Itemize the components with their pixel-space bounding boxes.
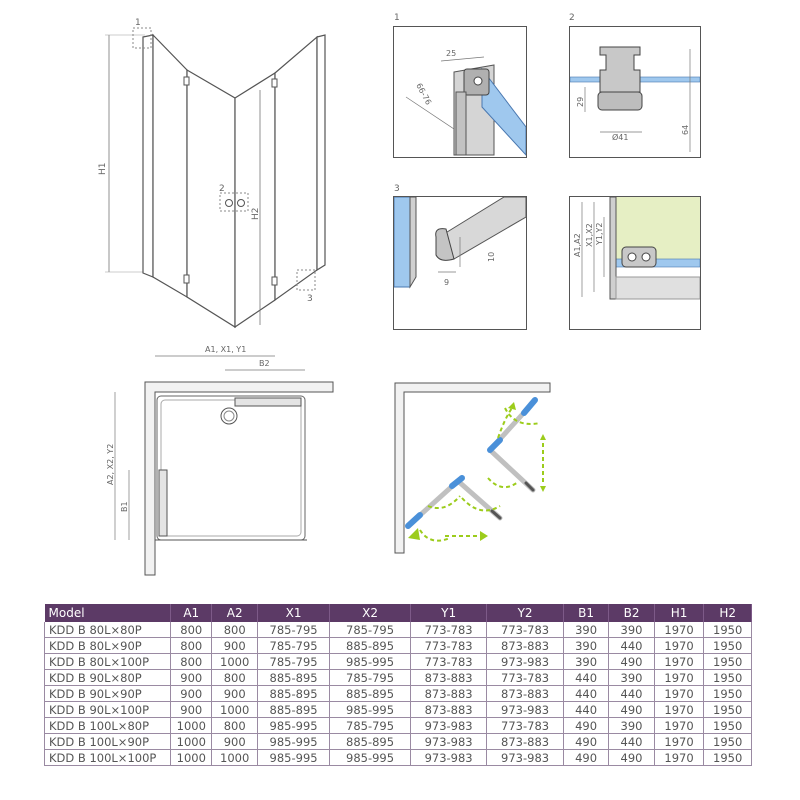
table-row: [45, 622, 752, 638]
value-cell: 785-795: [257, 654, 329, 670]
value-cell: 490: [609, 654, 654, 670]
value-cell: 800: [171, 622, 212, 638]
plan-dim-left: A2, X2, Y2: [106, 443, 115, 485]
table-row: [45, 686, 752, 702]
value-cell: 785-795: [330, 718, 411, 734]
value-cell: 490: [563, 734, 608, 750]
value-cell: 800: [212, 718, 257, 734]
detail-1-dim-width: 25: [446, 49, 457, 58]
table-row: [45, 702, 752, 718]
value-cell: 900: [212, 686, 257, 702]
value-cell: 1950: [704, 638, 752, 654]
value-cell: 440: [609, 638, 654, 654]
model-cell: KDD B 90L×90P: [45, 686, 171, 702]
header-cell: B2: [609, 604, 654, 622]
detail-4-dim-outer: A1,A2: [573, 233, 582, 257]
value-cell: 1000: [171, 718, 212, 734]
value-cell: 773-783: [410, 622, 486, 638]
value-cell: 1950: [704, 734, 752, 750]
header-cell: X1: [257, 604, 329, 622]
value-cell: 390: [609, 670, 654, 686]
value-cell: 885-895: [257, 686, 329, 702]
dim-h2-label: H2: [251, 207, 261, 220]
value-cell: 973-983: [410, 750, 486, 766]
value-cell: 1000: [212, 702, 257, 718]
value-cell: 1000: [171, 750, 212, 766]
value-cell: 440: [609, 686, 654, 702]
value-cell: 873-883: [487, 638, 563, 654]
plan-dim-b1: B1: [120, 501, 129, 512]
value-cell: 390: [563, 622, 608, 638]
header-cell: A1: [171, 604, 212, 622]
value-cell: 885-895: [330, 734, 411, 750]
value-cell: 1000: [212, 654, 257, 670]
detail-2-dim-height: 29: [576, 96, 585, 107]
model-cell: KDD B 80L×100P: [45, 654, 171, 670]
detail-1-panel: [393, 26, 527, 158]
value-cell: 440: [609, 734, 654, 750]
value-cell: 785-795: [257, 622, 329, 638]
value-cell: 985-995: [257, 718, 329, 734]
value-cell: 390: [609, 718, 654, 734]
table-header-row: [45, 604, 752, 622]
value-cell: 490: [609, 702, 654, 718]
detail-4-dim-inner: X1,X2: [585, 223, 594, 247]
model-cell: KDD B 100L×80P: [45, 718, 171, 734]
model-cell: KDD B 100L×100P: [45, 750, 171, 766]
detail-4-dim-y: Y1,Y2: [595, 222, 604, 245]
value-cell: 773-783: [410, 654, 486, 670]
value-cell: 490: [563, 718, 608, 734]
detail-3-number: 3: [394, 184, 400, 194]
value-cell: 1970: [654, 654, 704, 670]
value-cell: 1950: [704, 686, 752, 702]
value-cell: 773-783: [487, 622, 563, 638]
plan-dim-top: A1, X1, Y1: [205, 345, 247, 354]
value-cell: 885-895: [330, 638, 411, 654]
opening-diagram: [390, 378, 555, 558]
model-cell: KDD B 90L×80P: [45, 670, 171, 686]
detail-2-panel: [569, 26, 701, 158]
table-row: [45, 670, 752, 686]
table-row: [45, 654, 752, 670]
value-cell: 1970: [654, 638, 704, 654]
model-cell: KDD B 100L×90P: [45, 734, 171, 750]
model-cell: KDD B 90L×100P: [45, 702, 171, 718]
value-cell: 873-883: [410, 670, 486, 686]
value-cell: 800: [212, 622, 257, 638]
value-cell: 973-983: [487, 750, 563, 766]
value-cell: 985-995: [330, 702, 411, 718]
value-cell: 390: [563, 638, 608, 654]
front-view-drawing: [95, 15, 340, 345]
dim-h1-label: H1: [98, 162, 108, 175]
detail-3-dim-width: 9: [444, 278, 450, 287]
value-cell: 800: [171, 654, 212, 670]
value-cell: 1950: [704, 654, 752, 670]
value-cell: 390: [563, 654, 608, 670]
value-cell: 985-995: [330, 750, 411, 766]
header-cell: Model: [45, 604, 171, 622]
value-cell: 1950: [704, 750, 752, 766]
value-cell: 440: [563, 686, 608, 702]
header-cell: Y2: [487, 604, 563, 622]
value-cell: 1000: [212, 750, 257, 766]
header-cell: A2: [212, 604, 257, 622]
table-row: [45, 638, 752, 654]
value-cell: 800: [212, 670, 257, 686]
detail-4-panel: [569, 196, 701, 330]
value-cell: 885-895: [330, 686, 411, 702]
value-cell: 1950: [704, 670, 752, 686]
value-cell: 900: [212, 734, 257, 750]
callout-3: 3: [307, 294, 313, 304]
value-cell: 900: [171, 702, 212, 718]
value-cell: 390: [609, 622, 654, 638]
value-cell: 440: [563, 670, 608, 686]
value-cell: 973-983: [487, 702, 563, 718]
value-cell: 973-983: [410, 734, 486, 750]
value-cell: 973-983: [410, 718, 486, 734]
detail-2-dim-diameter: Ø41: [612, 133, 629, 142]
value-cell: 985-995: [257, 750, 329, 766]
value-cell: 785-795: [330, 670, 411, 686]
value-cell: 1000: [171, 734, 212, 750]
value-cell: 773-783: [410, 638, 486, 654]
value-cell: 1950: [704, 702, 752, 718]
value-cell: 1950: [704, 622, 752, 638]
value-cell: 900: [171, 670, 212, 686]
detail-2-dim-offset: 64: [681, 124, 690, 135]
plan-dim-b2: B2: [259, 359, 270, 368]
value-cell: 1970: [654, 670, 704, 686]
model-cell: KDD B 80L×80P: [45, 622, 171, 638]
value-cell: 1970: [654, 622, 704, 638]
value-cell: 873-883: [487, 734, 563, 750]
detail-3-panel: [393, 196, 527, 330]
value-cell: 800: [171, 638, 212, 654]
value-cell: 1970: [654, 718, 704, 734]
value-cell: 1970: [654, 702, 704, 718]
detail-3-dim-height: 10: [487, 251, 496, 262]
value-cell: 1970: [654, 734, 704, 750]
callout-2: 2: [219, 184, 225, 194]
header-cell: B1: [563, 604, 608, 622]
value-cell: 885-895: [257, 670, 329, 686]
callout-1: 1: [135, 18, 141, 28]
value-cell: 873-883: [410, 686, 486, 702]
header-cell: Y1: [410, 604, 486, 622]
header-cell: H2: [704, 604, 752, 622]
value-cell: 900: [171, 686, 212, 702]
value-cell: 873-883: [410, 702, 486, 718]
table-row: [45, 750, 752, 766]
model-cell: KDD B 80L×90P: [45, 638, 171, 654]
value-cell: 440: [563, 702, 608, 718]
header-cell: H1: [654, 604, 704, 622]
value-cell: 1970: [654, 750, 704, 766]
table-row: [45, 734, 752, 750]
header-cell: X2: [330, 604, 411, 622]
value-cell: 1970: [654, 686, 704, 702]
value-cell: 785-795: [330, 622, 411, 638]
table-row: [45, 718, 752, 734]
value-cell: 885-895: [257, 702, 329, 718]
detail-2-number: 2: [569, 13, 575, 23]
value-cell: 900: [212, 638, 257, 654]
detail-1-number: 1: [394, 13, 400, 23]
value-cell: 985-995: [330, 654, 411, 670]
plan-view-drawing: [95, 340, 345, 585]
value-cell: 490: [609, 750, 654, 766]
value-cell: 773-783: [487, 670, 563, 686]
value-cell: 490: [563, 750, 608, 766]
value-cell: 873-883: [487, 686, 563, 702]
value-cell: 773-783: [487, 718, 563, 734]
spec-table: [44, 604, 752, 766]
value-cell: 785-795: [257, 638, 329, 654]
value-cell: 973-983: [487, 654, 563, 670]
value-cell: 1950: [704, 718, 752, 734]
value-cell: 985-995: [257, 734, 329, 750]
detail-1-dim-range: 66-76: [414, 81, 434, 107]
